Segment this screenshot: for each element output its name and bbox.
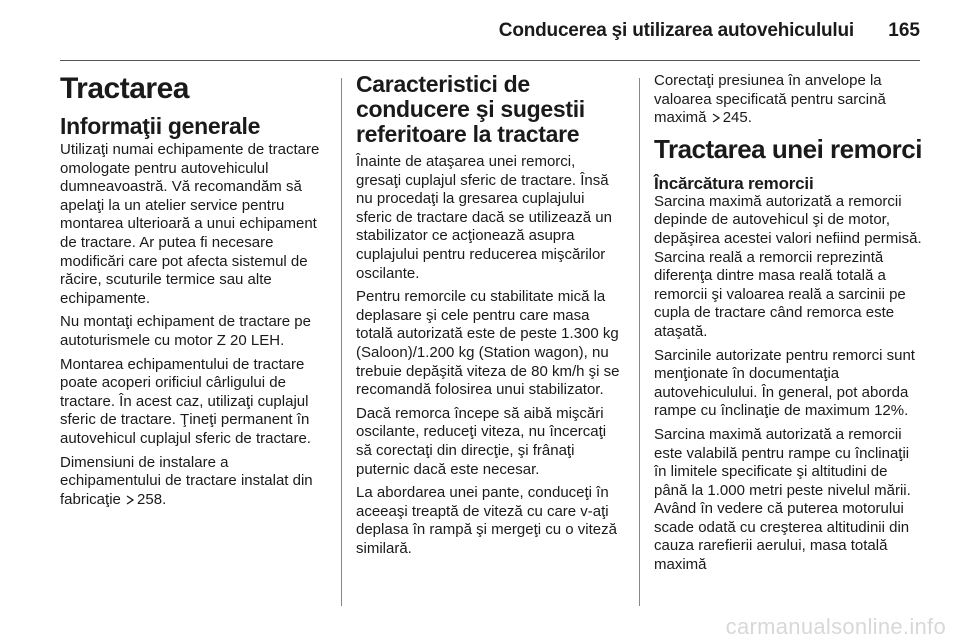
- paragraph: Utilizaţi numai echipamente de tractare omologate pentru autovehiculul dumneavoastră. Vă recomandăm să apelaţi la un atelier service pentru montarea ulterioară a unui echipament de tractare. Ar putea fi necesare modificări care pot afecta sistemul de răcire, scuturile termice sau alte echipamente.: [60, 141, 320, 307]
- page-reference-link[interactable]: 245.: [722, 109, 752, 127]
- page-reference-link[interactable]: 258.: [137, 490, 167, 508]
- paragraph: La abordarea unei pante, conduceţi în aceeaşi treaptă de viteză cu care v-aţi deplasa în rampă şi mergeţi cu o viteză similară.: [356, 484, 617, 557]
- paragraph: Dacă remorca începe să aibă mişcări oscilante, reduceţi viteza, nu încercaţi să corectaţi din direcţie, şi frânaţi puternic dacă este necesar.: [356, 404, 607, 478]
- paragraph: Sarcina maximă autorizată a remorcii este valabilă pentru rampe cu înclinaţii în limitele specificate şi altitudini de până la 1.000 metri peste nivelul mării. Având în vedere că puterea motorului scade odată cu creşterea altitudinii din cauza rarefierii aerului, masa totală maximă: [654, 425, 911, 574]
- paragraph: Pentru remorcile cu stabilitate mică la deplasare şi cele pentru care masa totală autorizată este de peste 1.300 kg (Saloon)/1.200 kg (Station wagon), nu trebuie depăşită viteza de 80 km/h şi se recomandă folosirea unui stabilizator.: [356, 288, 620, 399]
- page-reference-arrow-icon: [711, 113, 721, 123]
- paragraph-text: Corectaţi presiunea în anvelope la valoarea specificată pentru sarcină maximă: [654, 72, 886, 127]
- paragraph: Montarea echipamentului de tractare poate acoperi orificiul cârligului de tractare. În acest caz, utilizaţi cuplajul sferic de tractare. Ţineţi permanent în autovehicul cuplajul sferic de tractare.: [60, 355, 311, 447]
- running-title: Conducerea şi utilizarea autovehiculului: [498, 20, 854, 41]
- paragraph: Nu montaţi echipament de tractare pe autoturismele cu motor Z 20 LEH.: [60, 313, 311, 349]
- subsection-title: Încărcătura remorcii: [654, 173, 814, 193]
- paragraph-text: Dimensiuni de instalare a echipamentului de tractare instalat din fabricaţie: [60, 453, 313, 508]
- column-divider: [639, 78, 640, 606]
- page-reference-arrow-icon: [125, 495, 135, 505]
- subsection-title: Informaţii generale: [60, 113, 261, 139]
- subsection-title: Caracteristici de conducere şi sugestii referitoare la tractare: [356, 71, 585, 147]
- paragraph: Sarcina maximă autorizată a remorcii depinde de autovehicul şi de motor, depăşirea acestei valori nefiind permisă. Sarcina reală a remorcii reprezintă diferenţa dintre masa reală totală a remorcii şi valoarea reală a sarcinii pe cupla de tractare când remorca este ataşată.: [654, 192, 922, 340]
- paragraph: Sarcinile autorizate pentru remorci sunt menţionate în documentaţia autovehiculului. În general, pot aborda rampe cu înclinaţie de maximum 12%.: [654, 346, 915, 420]
- column-divider: [341, 78, 342, 606]
- column-middle: [356, 72, 622, 563]
- page-number: 165: [888, 20, 920, 41]
- paragraph: [654, 72, 924, 128]
- column-right: [654, 72, 924, 580]
- section-title: Tractarea unei remorci: [654, 133, 922, 164]
- section-title: Tractarea: [60, 72, 189, 105]
- column-left: [60, 72, 326, 514]
- page-header: [0, 0, 960, 62]
- paragraph: [60, 454, 326, 510]
- watermark: carmanualsonline.info: [725, 614, 946, 639]
- header-divider: [60, 60, 920, 61]
- paragraph: Înainte de ataşarea unei remorci, gresaţi cuplajul sferic de tractare. Însă nu procedaţi la gresarea cuplajului sferic de tractare dacă se utilizează un stabilizator ce acţionează asupra cuplajului pentru reducerea mişcărilor oscilante.: [356, 153, 612, 282]
